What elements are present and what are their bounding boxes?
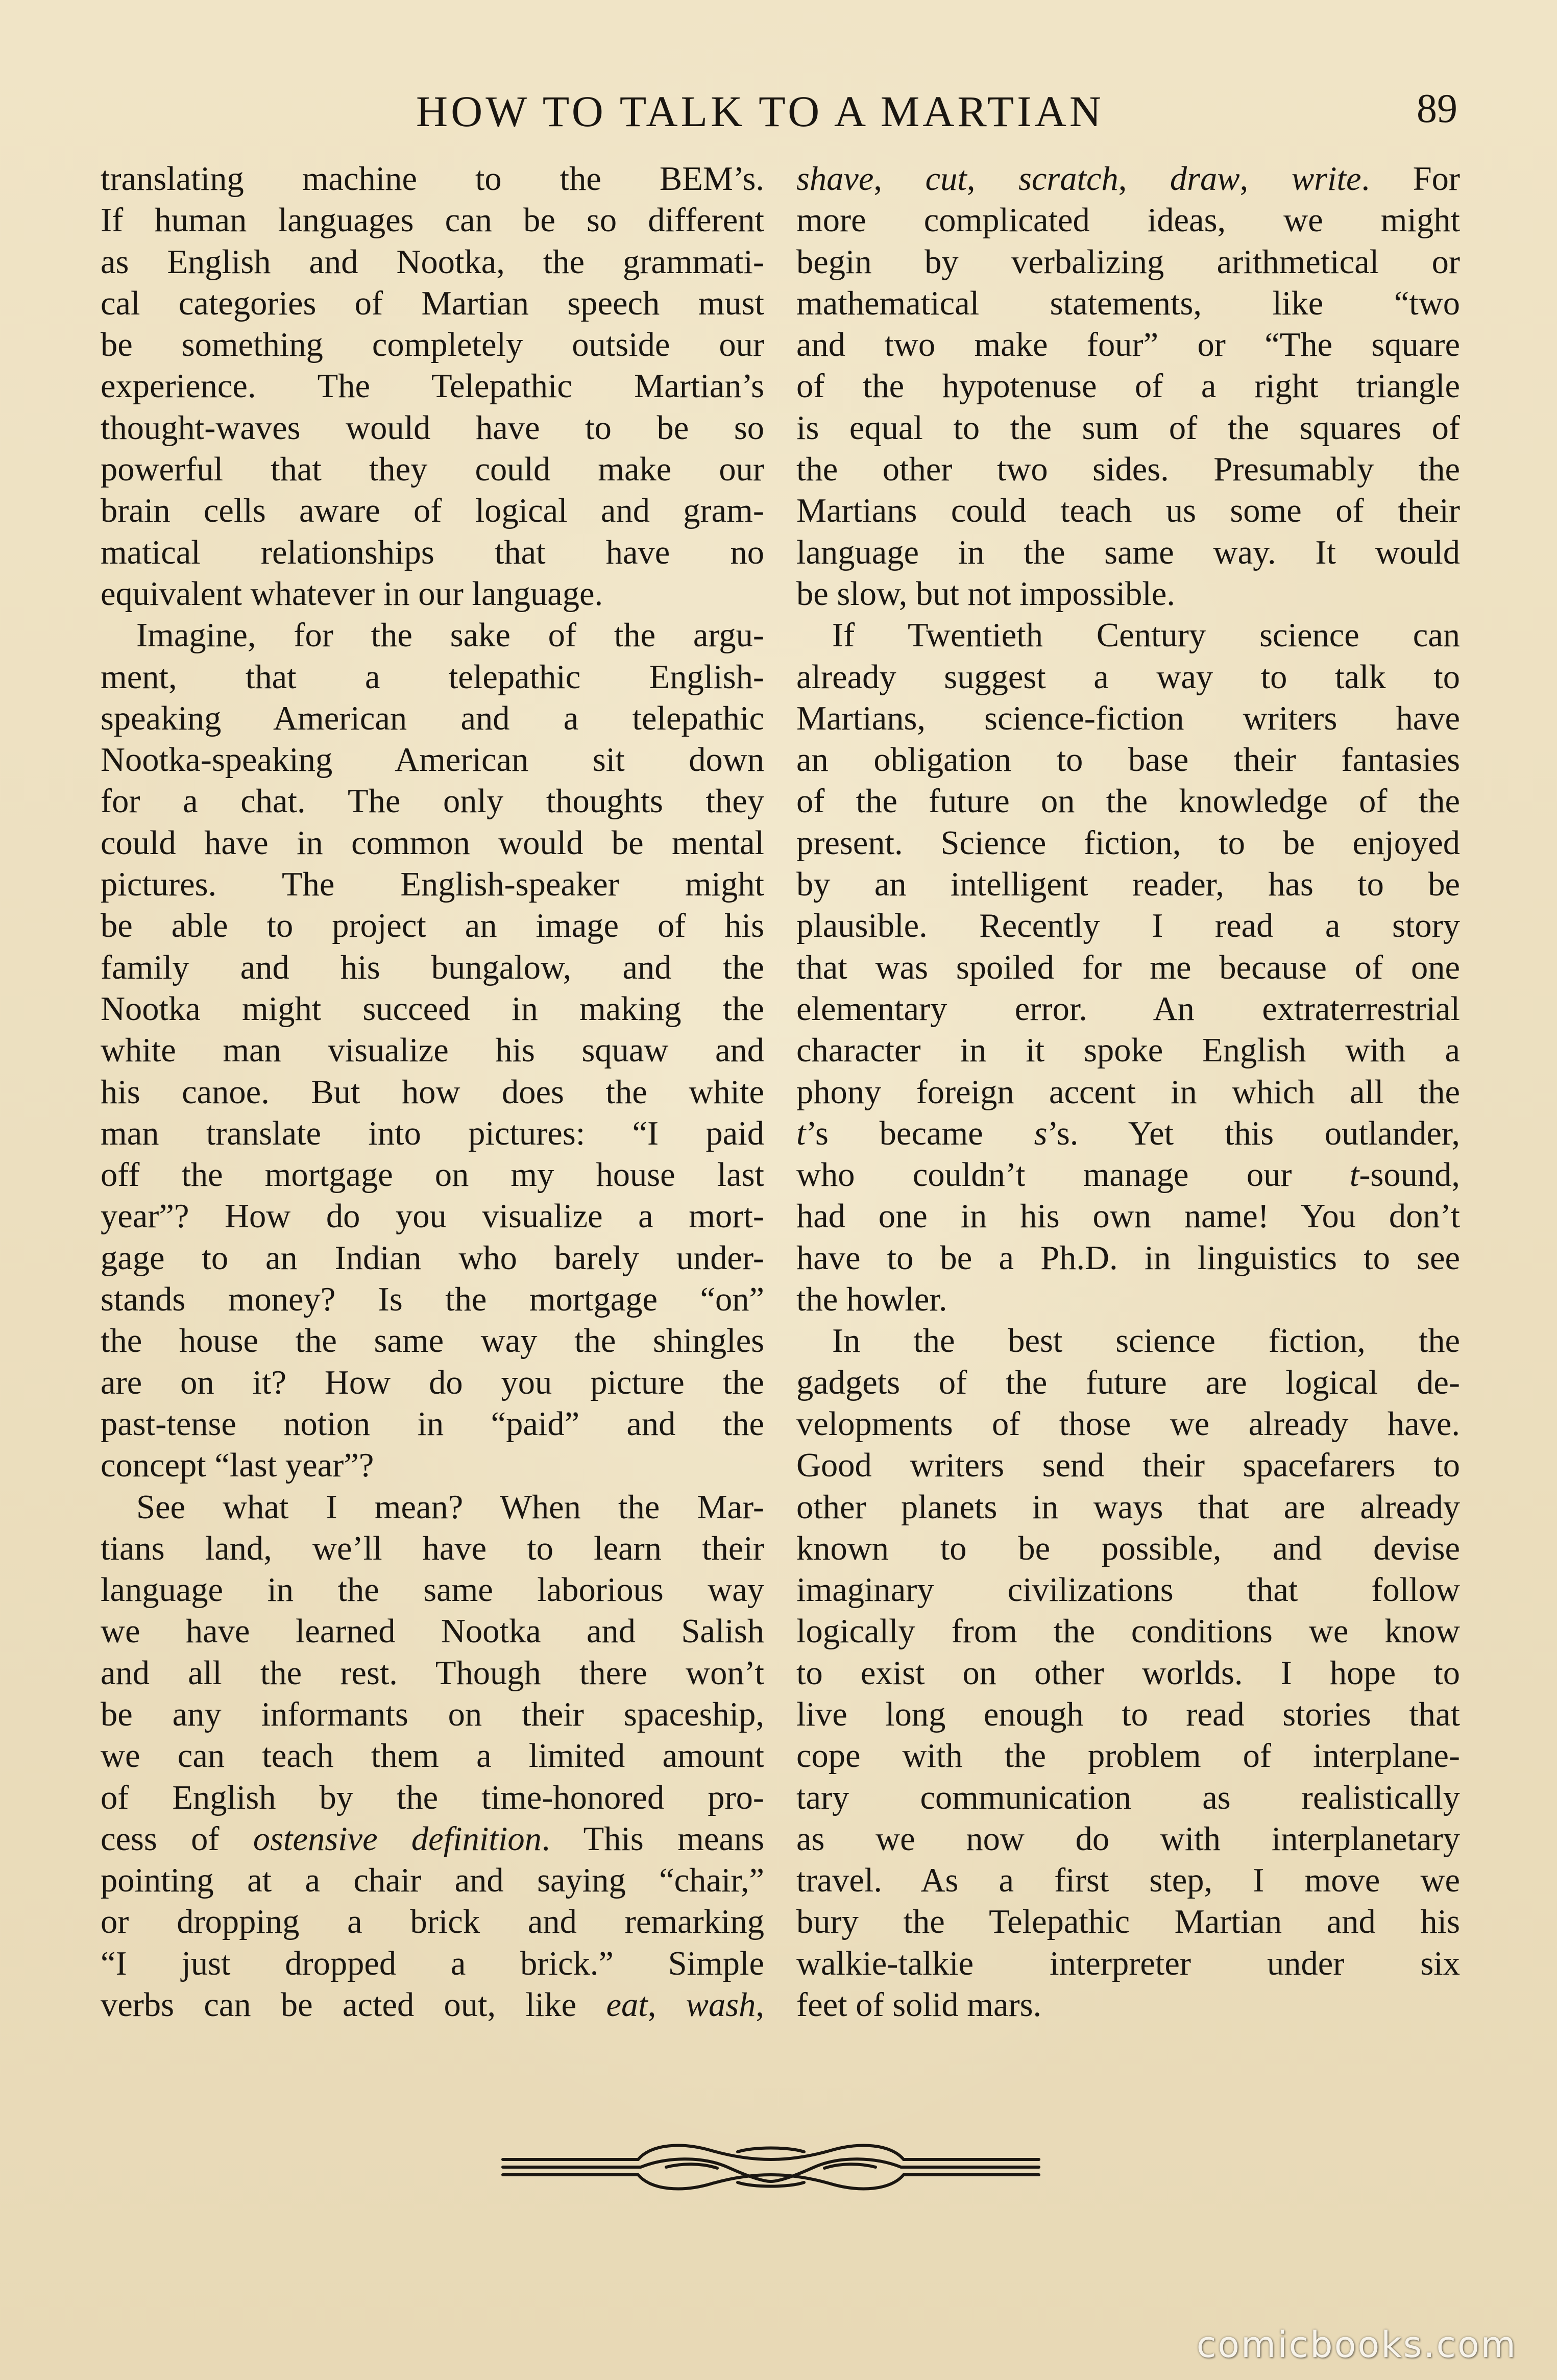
italic-term: wash bbox=[686, 1986, 756, 2024]
text-line bbox=[101, 1818, 764, 1860]
italic-term: t bbox=[796, 1114, 806, 1152]
italic-term: write bbox=[1291, 160, 1361, 198]
text-line: imaginary civilizations that follow bbox=[796, 1571, 1460, 1609]
text-line: white man visualize his squaw and bbox=[101, 1032, 764, 1070]
text-line: be something completely outside our bbox=[101, 326, 764, 364]
text-line: an obligation to base their fantasies bbox=[796, 741, 1460, 779]
text-line: character in it spoke English with a bbox=[796, 1032, 1460, 1070]
text-line: plausible. Recently I read a story bbox=[796, 907, 1460, 945]
text-line bbox=[796, 1113, 1460, 1154]
text-line: be any informants on their spaceship, bbox=[101, 1695, 764, 1733]
text-line: present. Science fiction, to be enjoyed bbox=[796, 824, 1460, 862]
text-line: Nootka-speaking American sit down bbox=[101, 741, 764, 779]
text-line: or dropping a brick and remarking bbox=[101, 1903, 764, 1941]
text-line bbox=[101, 1984, 764, 2026]
page-number: 89 bbox=[1417, 86, 1457, 131]
text-line: we can teach them a limited amount bbox=[101, 1737, 764, 1775]
text-line: be able to project an image of his bbox=[101, 907, 764, 945]
text-line: more complicated ideas, we might bbox=[796, 202, 1460, 239]
italic-term: scratch bbox=[1018, 160, 1118, 198]
text-line: speaking American and a telepathic bbox=[101, 699, 764, 737]
text-line bbox=[796, 1154, 1460, 1196]
text-line: translating machine to the BEM’s. bbox=[101, 160, 764, 198]
text-line: language in the same way. It would bbox=[796, 533, 1460, 571]
text-line: pictures. The English-speaker might bbox=[101, 866, 764, 904]
text-line: year”? How do you visualize a mort- bbox=[101, 1198, 764, 1235]
text-line: other planets in ways that are already bbox=[796, 1488, 1460, 1526]
text-line: tary communication as realistically bbox=[796, 1779, 1460, 1816]
text-line: If Twentieth Century science can bbox=[832, 617, 1460, 654]
text-line: concept “last year”? bbox=[101, 1447, 374, 1485]
text-run: , bbox=[1118, 160, 1170, 198]
text-run: . This means bbox=[541, 1820, 765, 1858]
text-line: past-tense notion in “paid” and the bbox=[101, 1405, 764, 1443]
italic-term: t bbox=[1349, 1156, 1359, 1194]
text-run: -sound, bbox=[1359, 1156, 1460, 1194]
text-run: ’s became bbox=[806, 1114, 1034, 1152]
text-line: powerful that they could make our bbox=[101, 451, 764, 489]
text-line: for a chat. The only thoughts they bbox=[101, 783, 764, 820]
italic-term: s bbox=[1034, 1114, 1048, 1152]
text-line: cope with the problem of interplane- bbox=[796, 1737, 1460, 1775]
text-line: See what I mean? When the Mar- bbox=[136, 1488, 764, 1526]
text-run: cess of bbox=[101, 1820, 253, 1858]
decorative-rule-ornament bbox=[498, 2131, 1044, 2211]
text-line: equivalent whatever in our language. bbox=[101, 575, 603, 613]
text-line: we have learned Nootka and Salish bbox=[101, 1613, 764, 1650]
text-line: as we now do with interplanetary bbox=[796, 1820, 1460, 1858]
text-line: of the future on the knowledge of the bbox=[796, 783, 1460, 820]
text-line: feet of solid mars. bbox=[796, 1986, 1042, 2024]
text-line: Nootka might succeed in making the bbox=[101, 990, 764, 1028]
text-line: brain cells aware of logical and gram- bbox=[101, 492, 764, 530]
text-run: , bbox=[1239, 160, 1292, 198]
text-line: family and his bungalow, and the bbox=[101, 949, 764, 986]
text-line: If human languages can be so different bbox=[101, 202, 764, 239]
text-run: ’s. Yet this outlander, bbox=[1047, 1114, 1460, 1152]
text-line: the howler. bbox=[796, 1281, 947, 1319]
text-line: as English and Nootka, the grammati- bbox=[101, 243, 764, 281]
text-line: live long enough to read stories that bbox=[796, 1695, 1460, 1733]
text-line: have to be a Ph.D. in linguistics to see bbox=[796, 1239, 1460, 1277]
text-run: , bbox=[873, 160, 926, 198]
text-line: velopments of those we already have. bbox=[796, 1405, 1460, 1443]
right-column bbox=[796, 158, 1460, 2026]
text-line: gadgets of the future are logical de- bbox=[796, 1364, 1460, 1401]
text-line: thought-waves would have to be so bbox=[101, 409, 764, 447]
text-line: gage to an Indian who barely under- bbox=[101, 1239, 764, 1277]
text-line: the house the same way the shingles bbox=[101, 1322, 764, 1360]
text-run: , bbox=[756, 1986, 764, 2024]
text-line: “I just dropped a brick.” Simple bbox=[101, 1945, 764, 1982]
text-line: Martians, science-fiction writers have bbox=[796, 699, 1460, 737]
text-line: already suggest a way to talk to bbox=[796, 658, 1460, 696]
text-run: verbs can be acted out, like bbox=[101, 1986, 606, 2024]
text-line bbox=[796, 158, 1460, 200]
text-line: logically from the conditions we know bbox=[796, 1613, 1460, 1650]
italic-term: ostensive definition bbox=[253, 1820, 542, 1858]
text-line: be slow, but not impossible. bbox=[796, 575, 1175, 613]
text-line: language in the same laborious way bbox=[101, 1571, 764, 1609]
running-title: HOW TO TALK TO A MARTIAN bbox=[416, 87, 1104, 136]
text-line: the other two sides. Presumably the bbox=[796, 451, 1460, 489]
text-line: man translate into pictures: “I paid bbox=[101, 1114, 764, 1152]
text-line: off the mortgage on my house last bbox=[101, 1156, 764, 1194]
text-line: pointing at a chair and saying “chair,” bbox=[101, 1862, 764, 1900]
italic-term: eat bbox=[606, 1986, 648, 2024]
text-run: , bbox=[647, 1986, 686, 2024]
text-run: , bbox=[966, 160, 1018, 198]
text-run: . For bbox=[1361, 160, 1461, 198]
text-line: his canoe. But how does the white bbox=[101, 1073, 764, 1111]
text-line: stands money? Is the mortgage “on” bbox=[101, 1281, 764, 1319]
text-line: experience. The Telepathic Martian’s bbox=[101, 368, 764, 405]
text-line: bury the Telepathic Martian and his bbox=[796, 1903, 1460, 1941]
italic-term: cut bbox=[925, 160, 967, 198]
text-line: of English by the time-honored pro- bbox=[101, 1779, 764, 1816]
text-line: cal categories of Martian speech must bbox=[101, 284, 764, 322]
italic-term: draw bbox=[1170, 160, 1240, 198]
text-line: Good writers send their spacefarers to bbox=[796, 1447, 1460, 1485]
text-line: matical relationships that have no bbox=[101, 533, 764, 571]
text-line: travel. As a first step, I move we bbox=[796, 1862, 1460, 1900]
text-line: by an intelligent reader, has to be bbox=[796, 866, 1460, 904]
page-header bbox=[100, 77, 1478, 138]
left-column bbox=[101, 158, 764, 2026]
text-line: phony foreign accent in which all the bbox=[796, 1073, 1460, 1111]
text-line: ment, that a telepathic English- bbox=[101, 658, 764, 696]
text-line: elementary error. An extraterrestrial bbox=[796, 990, 1460, 1028]
text-line: that was spoiled for me because of one bbox=[796, 949, 1460, 986]
text-line: and all the rest. Though there won’t bbox=[101, 1654, 764, 1692]
text-line: In the best science fiction, the bbox=[832, 1322, 1460, 1360]
text-line: Martians could teach us some of their bbox=[796, 492, 1460, 530]
text-line: could have in common would be mental bbox=[101, 824, 764, 862]
text-line: to exist on other worlds. I hope to bbox=[796, 1654, 1460, 1692]
text-line: had one in his own name! You don’t bbox=[796, 1198, 1460, 1235]
text-line: begin by verbalizing arithmetical or bbox=[796, 243, 1460, 281]
italic-term: shave bbox=[796, 160, 874, 198]
text-line: known to be possible, and devise bbox=[796, 1529, 1460, 1567]
text-line: are on it? How do you picture the bbox=[101, 1364, 764, 1401]
watermark: comicbooks.com bbox=[1196, 2324, 1517, 2366]
text-run: who couldn’t manage our bbox=[796, 1156, 1350, 1194]
text-line: walkie-talkie interpreter under six bbox=[796, 1945, 1460, 1982]
text-line: tians land, we’ll have to learn their bbox=[101, 1529, 764, 1567]
text-line: and two make four” or “The square bbox=[796, 326, 1460, 364]
text-line: mathematical statements, like “two bbox=[796, 284, 1460, 322]
text-line: is equal to the sum of the squares of bbox=[796, 409, 1460, 447]
text-line: of the hypotenuse of a right triangle bbox=[796, 368, 1460, 405]
text-line: Imagine, for the sake of the argu- bbox=[136, 617, 764, 654]
